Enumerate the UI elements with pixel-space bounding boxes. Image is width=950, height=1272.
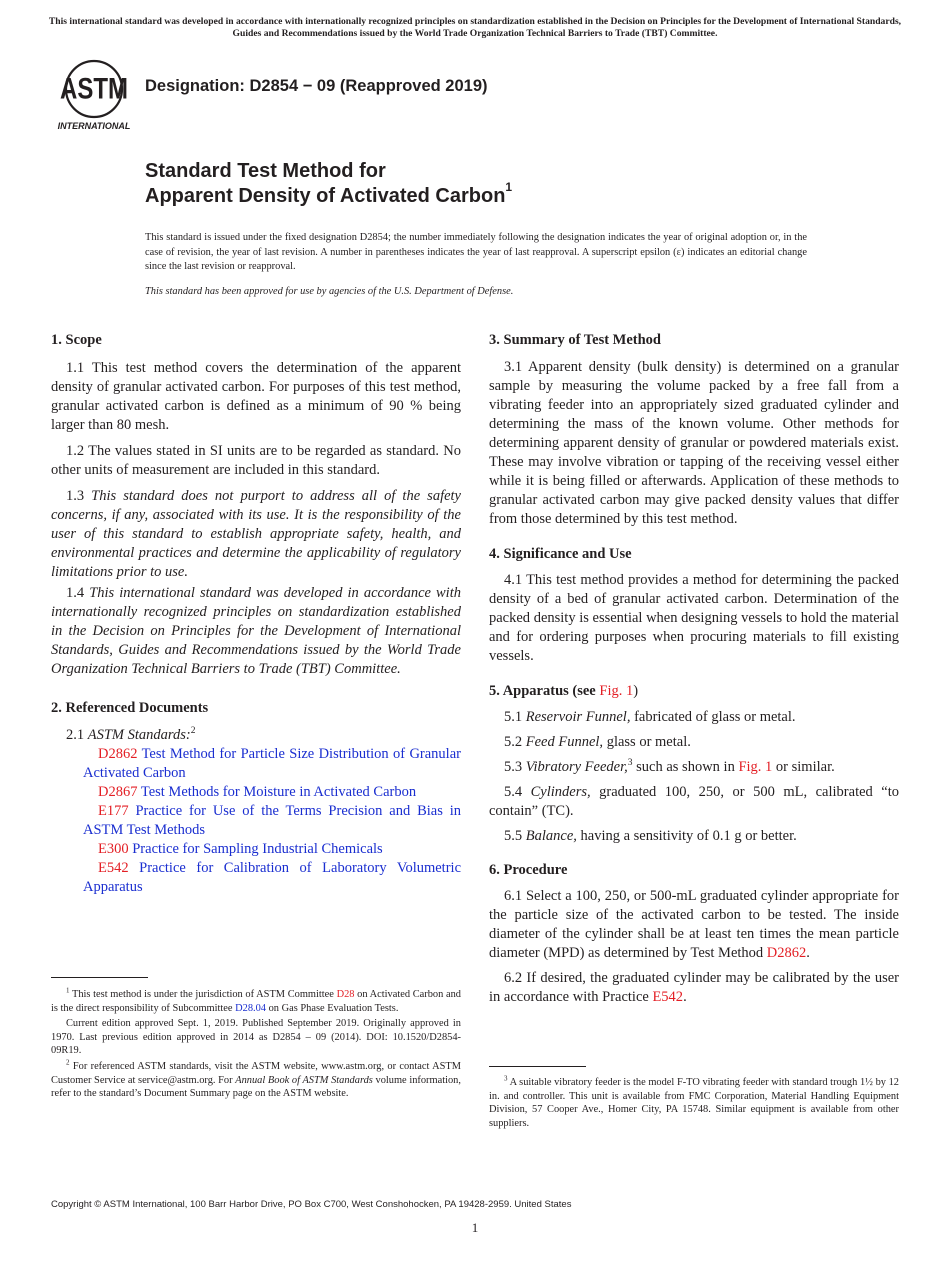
para-5-1-text: fabricated of glass or metal.: [630, 709, 796, 725]
ref-code-link[interactable]: E177: [98, 803, 129, 819]
footnote-1-text-a: This test method is under the jurisdiction of ASTM Committee: [72, 989, 337, 1000]
para-1-3: [51, 487, 461, 582]
figure-1-link[interactable]: Fig. 1: [599, 683, 634, 699]
para-2-1-footnote-marker[interactable]: 2: [190, 726, 196, 737]
document-title: [145, 159, 512, 209]
logo-mark: ASTM: [60, 71, 128, 106]
footnotes-right: [489, 1076, 899, 1130]
para-5-3-number: 5.3: [504, 759, 526, 775]
footnote-1-edition: Current edition approved Sept. 1, 2019. Published September 2019. Originally approved in 1970. Last previous edition approved in 2014 as D2854 – 09 (2014). DOI: 10.1520/D2854-09R19.: [51, 1018, 461, 1057]
para-1-4: [51, 584, 461, 679]
para-1-2: 1.2 The values stated in SI units are to be regarded as standard. No other units of measurement are included in this standard.: [51, 443, 461, 478]
ref-code-link[interactable]: E542: [98, 860, 129, 876]
footnote-1-number: 1: [66, 986, 70, 995]
ref-title-link[interactable]: Test Methods for Moisture in Activated Carbon: [140, 784, 417, 800]
para-6-2: [489, 969, 899, 1007]
ref-code-link[interactable]: D2867: [98, 784, 138, 800]
para-5-5-text: having a sensitivity of 0.1 g or better.: [576, 828, 797, 844]
para-2-1-number: 2.1: [66, 727, 88, 743]
ref-code-link[interactable]: D2862: [98, 746, 138, 762]
footnote-2-number: 2: [66, 1058, 70, 1067]
ref-title-link[interactable]: Test Method for Particle Size Distribution of Granular Activated Carbon: [83, 746, 461, 781]
para-1-4-number: 1.4: [66, 585, 90, 601]
ref-item: [51, 745, 461, 783]
section-6-heading: 6. Procedure: [489, 862, 568, 878]
footnote-2-text-a: For referenced ASTM standards, visit the ASTM website, www.astm.org, or contact ASTM Customer Service at service@astm.org. For: [51, 1060, 461, 1086]
para-2-1: [51, 726, 461, 745]
astm-logo: [52, 55, 136, 133]
footnote-rule-right: [489, 1066, 586, 1067]
para-6-1-text: 6.1 Select a 100, 250, or 500-mL graduated cylinder appropriate for the particle size of the activated carbon to be tested. The inside diameter of the cylinder shall be at least ten times the mean particle diameter (MPD) as determined by Test Method: [489, 888, 899, 961]
para-5-3-term: Vibratory Feeder,: [525, 759, 628, 775]
para-5-1-number: 5.1: [504, 709, 526, 725]
section-5-heading: [489, 682, 899, 701]
footnote-rule-left: [51, 977, 148, 978]
para-6-2-end: .: [683, 989, 687, 1005]
para-5-1-term: Reservoir Funnel,: [525, 709, 631, 725]
para-5-4-term: Cylinders,: [530, 784, 591, 800]
ref-code-link[interactable]: E300: [98, 841, 129, 857]
para-1-4-text: This international standard was developed in accordance with internationally recognized principles on standardization established in the Decision on Principles for the Development of International Standards, Guides and Recommendations issued by the World Trade Organization Technical Barriers to Trade (TBT) Committee.: [51, 585, 461, 677]
figure-1-link[interactable]: Fig. 1: [738, 759, 773, 775]
designation: Designation: D2854 − 09 (Reapproved 2019): [145, 77, 488, 95]
footnotes-left: [51, 988, 461, 1101]
logo-international: INTERNATIONAL: [57, 121, 131, 131]
para-1-1: 1.1 This test method covers the determination of the apparent density of granular activated carbon. For purposes of this test method, granular activated carbon is defined as a minimum of 90 % being larger than 80 mesh.: [51, 360, 461, 433]
para-5-2-text: glass or metal.: [603, 734, 691, 750]
para-6-1: [489, 887, 899, 963]
footnote-2-text-b: volume information, refer to the standard’s Document Summary page on the ASTM website.: [51, 1074, 461, 1100]
d2862-link[interactable]: D2862: [766, 945, 807, 961]
ref-title-link[interactable]: Practice for Sampling Industrial Chemicals: [132, 841, 383, 857]
ref-item: [51, 840, 461, 859]
para-6-2-text: 6.2 If desired, the graduated cylinder may be calibrated by the user in accordance with Practice: [489, 970, 899, 1005]
para-5-5: [489, 827, 899, 846]
footnote-3-number: 3: [504, 1074, 508, 1083]
para-5-2-number: 5.2: [504, 734, 526, 750]
section-2-heading: 2. Referenced Documents: [51, 700, 209, 716]
para-5-5-number: 5.5: [504, 828, 526, 844]
e542-link[interactable]: E542: [652, 989, 684, 1005]
tbt-notice: This international standard was developed in accordance with internationally recognized principles on standardization established in the Decision on Principles for the Development of International Standards, Guides and Recommendations issued by the World Trade Organization Technical Barriers to Trade (TBT) Committee.: [48, 16, 902, 39]
para-5-4-text: graduated 100, 250, or 500 mL, calibrated “to contain” (TC).: [489, 784, 899, 819]
committee-link[interactable]: D28: [336, 989, 355, 1000]
footnote-2: [51, 1060, 461, 1101]
para-4-1: 4.1 This test method provides a method for determining the packed density of a bed of granular activated carbon. Determination of the packed density is essential when designing vessels to hold the material and for ordering purposes when procuring materials to fill existing vessels.: [489, 572, 899, 664]
para-1-3-number: 1.3: [66, 488, 92, 504]
footnote-3: [489, 1076, 899, 1130]
section-5-heading-text: 5. Apparatus (see: [489, 683, 600, 699]
para-5-3-text: such as shown in: [632, 759, 739, 775]
issuance-statement: This standard is issued under the fixed designation D2854; the number immediately following the designation indicates the year of original adoption or, in the case of revision, the year of last revision. A number in parentheses indicates the year of last reapproval. A superscript epsilon (ε) indicates an editorial change since the last revision or reapproval.: [145, 232, 807, 273]
para-1-3-text: This standard does not purport to address all of the safety concerns, if any, associated with its use. It is the responsibility of the user of this standard to establish appropriate safety, health, and environmental practices and determine the applicability of regulatory limitations prior to use.: [51, 488, 461, 580]
footnote-1-text-c: on Gas Phase Evaluation Tests.: [266, 1002, 399, 1014]
para-5-1: [489, 708, 899, 727]
subcommittee-link[interactable]: D28.04: [235, 1002, 267, 1014]
footnote-1-text-b: on Activated Carbon and is the direct responsibility of Subcommittee: [51, 989, 461, 1014]
para-5-4-number: 5.4: [504, 784, 531, 800]
para-5-3: [489, 758, 899, 777]
ref-item: [51, 783, 461, 802]
para-3-1: 3.1 Apparent density (bulk density) is determined on a granular sample by measuring the volume packed by a free fall from a vibrating feeder into an appropriately sized graduated cylinder and determining the mass of the known volume. Other methods for determining apparent density of granular or powdered materials exist. These may involve vibration or tapping of the receiving vessel either while it is being filled or afterwards. Application of these methods to granular activated carbon may give packed density values that differ from those determined by this test method.: [489, 359, 899, 527]
page-number: 1: [471, 1220, 479, 1235]
ref-item: [51, 859, 461, 897]
ref-title-link[interactable]: Practice for Use of the Terms Precision and Bias in ASTM Test Methods: [83, 803, 462, 838]
title-line-2: Apparent Density of Activated Carbon: [145, 185, 506, 207]
footnote-3-text: A suitable vibratory feeder is the model F-TO vibrating feeder with standard trough 1½ by 12 in. and controller. This unit is available from FMC Corporation, Material Handling Equipment Division, 57 Cooper Ave., Homer City, PA 15748. Similar equipment is available from other suppliers.: [489, 1077, 899, 1129]
para-5-2-term: Feed Funnel,: [525, 734, 604, 750]
para-2-1-text: ASTM Standards:: [87, 727, 191, 743]
section-5-heading-close: ): [633, 683, 639, 699]
para-5-3-text-end: or similar.: [772, 759, 835, 775]
copyright-line: Copyright © ASTM International, 100 Barr Harbor Drive, PO Box C700, West Conshohocken, PA 19428-2959. United States: [51, 1199, 572, 1210]
section-1-heading: 1. Scope: [51, 332, 102, 348]
left-column: [51, 331, 461, 897]
title-footnote-marker[interactable]: 1: [505, 180, 513, 195]
ref-item: [51, 802, 461, 840]
para-6-1-end: .: [806, 945, 810, 961]
title-line-1: Standard Test Method for: [145, 160, 386, 182]
para-5-3-footnote-marker[interactable]: 3: [627, 758, 633, 769]
section-4-heading: 4. Significance and Use: [489, 546, 632, 562]
right-column: [489, 331, 899, 1007]
footnote-1: [51, 988, 461, 1015]
footnote-2-italic: Annual Book of ASTM Standards: [235, 1074, 373, 1086]
ref-title-link[interactable]: Practice for Calibration of Laboratory Volumetric Apparatus: [83, 860, 462, 895]
section-3-heading: 3. Summary of Test Method: [489, 332, 661, 348]
dod-approval: This standard has been approved for use by agencies of the U.S. Department of Defense.: [145, 286, 514, 297]
para-5-2: [489, 733, 899, 752]
para-5-4: [489, 783, 899, 821]
para-5-5-term: Balance,: [525, 828, 577, 844]
